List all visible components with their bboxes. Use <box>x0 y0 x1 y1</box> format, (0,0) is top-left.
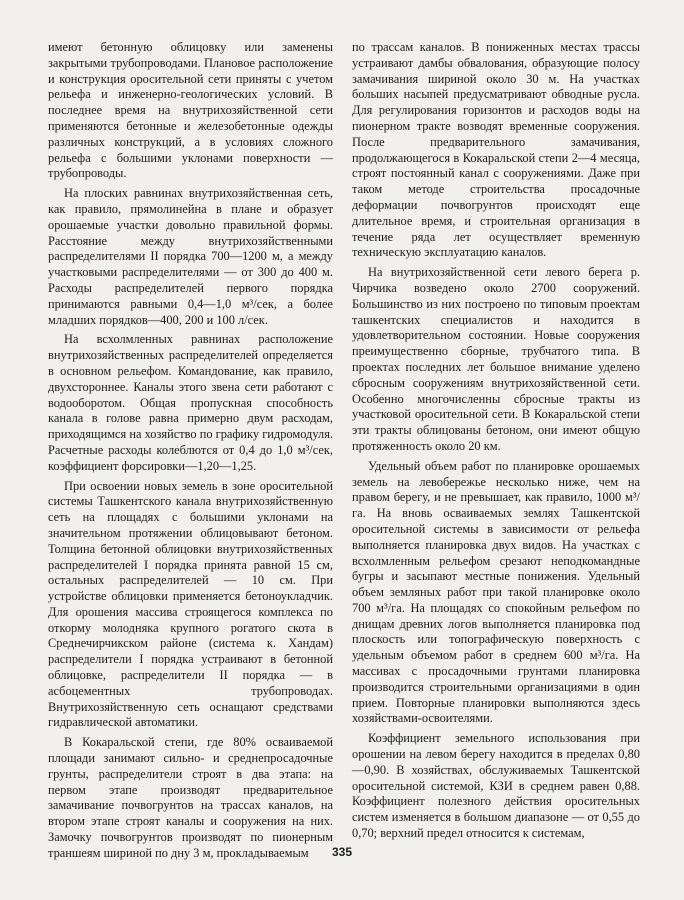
paragraph: Удельный объем работ по планировке орошаемых земель на левобережье несколько ниже, чем на правом берегу, и не превышает, как правило, 1000 м³/га. На вновь осваиваемых землях Ташкентской оросительной системы в зависимости от рельефа выполняется планировка двух видов. На участках с всхолмленным рельефом срезают неподкомандные бугры и засыпают местные понижения. Удельный объем земляных работ при такой планировке около 700 м³/га. На площадях со спокойным рельефом по днищам древних логов выполняется планировка под плоскость или топографическую поверхность с удельным объемом работ в среднем 600 м³/га. На массивах с просадочными грунтами планировка производится строительными организациями в один прием. Повторные планировки выполняются здесь хозяйствами-освоителями. <box>352 458 640 726</box>
left-column <box>48 40 333 862</box>
paragraph: В Кокаральской степи, где 80% осваиваемой площади занимают сильно- и среднепросадочные грунты, распределители строят в два этапа: на первом этапе производят предварительное замачивание почвогрунтов на трассах каналов, на втором этапе строят каналы и сооружения на них. Замочку почвогрунтов производят по пионерным траншеям шириной по дну 3 м, прокладываемым <box>48 735 333 860</box>
paragraph: При освоении новых земель в зоне оросительной системы Ташкентского канала внутрихозяйственную сеть на площадях с большими уклонами на значительном протяжении облицовывают бетоном. Толщина бетонной облицовки внутрихозяйственных распределителей I порядка принята равной 15 см, остальных распределителей — 10 см. При устройстве облицовки применяется бетоноукладчик. Для орошения массива строящегося комплекса по откорму молодняка крупного рогатого скота в Среднечирчикском районе (система к. Хандам) распределители I порядка устраивают в бетонной облицовке, распределители II порядка — в асбоцементных трубопроводах. Внутрихозяйственную сеть оснащают средствами гидравлической автоматики. <box>48 478 333 730</box>
paragraph: Коэффициент земельного использования при орошении на левом берегу находится в пределах 0,80—0,90. В хозяйствах, обслуживаемых Ташкентской оросительной системой, КЗИ в среднем равен 0,88. Коэффициент полезного действия оросительных систем изменяется в большом диапазоне — от 0,55 до 0,70; верхний предел относится к системам, <box>352 731 640 841</box>
paragraph: по трассам каналов. В пониженных местах трассы устраивают дамбы обвалования, образующие полосу замачивания шириной около 30 м. На участках больших насыпей предусматривают обводные русла. Для регулирования горизонтов и расходов воды на пионерном тракте возводят временные сооружения. После предварительного замачивания, продолжающегося в Кокаральской степи 2—4 месяца, строят постоянный канал с сооружениями. Даже при таком методе строительства просадочные деформации почвогрунтов происходят еще длительное время, и строительная организация в течение ряда лет осуществляет временную техническую эксплуатацию каналов. <box>352 40 640 260</box>
page-number: 335 <box>331 845 353 859</box>
paragraph: На плоских равнинах внутрихозяйственная сеть, как правило, прямолинейна в плане и образует орошаемые участки довольно правильной формы. Расстояние между внутрихозяйственными распределителями II порядка 700—1200 м, а между участковыми распределителями — от 300 до 400 м. Расходы распределителей первого порядка принимаются равными 0,4—1,0 м³/сек, а более младших порядков—400, 200 и 100 л/сек. <box>48 186 333 327</box>
paragraph: На внутрихозяйственной сети левого берега р. Чирчика возведено около 2700 сооружений. Большинство из них построено по типовым проектам ташкентских специалистов и находится в удовлетворительном состоянии. Новые сооружения преимущественно сборные, трубчатого типа. В проектах последних лет большое внимание уделено сбросным сооружениям внутрихозяйственной сети. Особенно многочисленны сбросные тракты из участковой оросительной сети. В Кокаральской степи эти тракты облицованы бетоном, они имеют общую протяженность около 20 км. <box>352 265 640 453</box>
right-column <box>352 40 640 842</box>
paragraph: На всхолмленных равнинах расположение внутрихозяйственных распределителей определяется в основном рельефом. Командование, как правило, двухстороннее. Каналы этого звена сети работают с водооборотом. Общая пропускная способность канала в голове равна примерно двум расходам, приходящимся на хозяйство по графику гидромодуля. Расчетные расходы колеблются от 0,4 до 1,0 м³/сек, коэффициент форсировки—1,20—1,25. <box>48 332 333 473</box>
paragraph: имеют бетонную облицовку или заменены закрытыми трубопроводами. Плановое расположение и конструкция оросительной сети приняты с учетом рельефа и инженерно-геологических условий. В последнее время на внутрихозяйственной сети применяются бетонные и железобетонные одежды различных конструкций, а в условиях сложного рельефа с большими уклонами поверхности — трубопроводы. <box>48 40 333 181</box>
